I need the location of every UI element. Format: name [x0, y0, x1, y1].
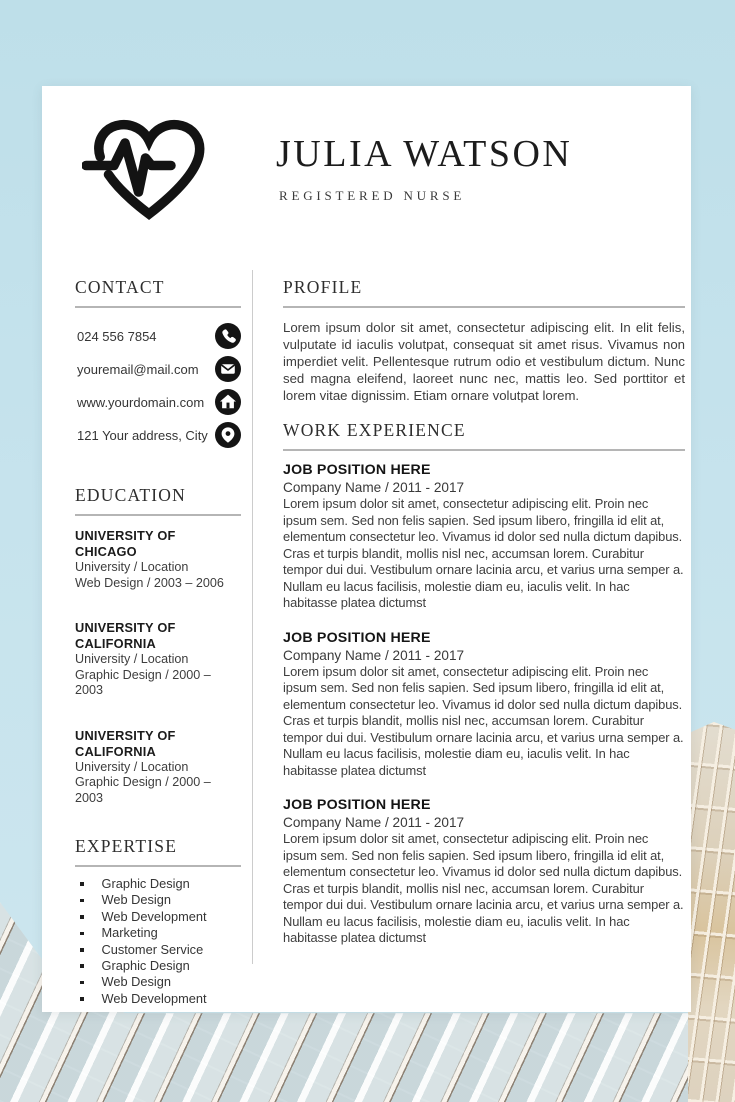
job-description: Lorem ipsum dolor sit amet, consectetur adipiscing elit. Proin nec ipsum sem. Sed non felis sapien. Sed ipsum libero, fringilla id elit at, elementum consectetur leo. Vivamus id dolor sed nulla dictum dapibus. Cras et turpis blandit, mollis nisl nec, accumsan lorem. Curabitur tempor dui dui. Vestibulum ornare lacinia arcu, et varius urna semper a. Nullam eu lacus facilisis, molestie diam eu, iaculis velit. In hac habitasse platea dictumst: [283, 831, 684, 945]
job-company-dates: Company Name / 2011 - 2017: [283, 815, 465, 830]
job-title: JOB POSITION HERE: [283, 462, 431, 478]
column-divider: [252, 270, 253, 964]
background-building-tower-photo: [688, 722, 735, 1102]
profile-section: [283, 276, 685, 404]
skill-label: Marketing: [101, 925, 158, 941]
job-title: JOB POSITION HERE: [283, 629, 431, 646]
sidebar: [75, 276, 241, 1007]
school-name: UNIVERSITY OF CALIFORNIA: [75, 727, 176, 759]
resume-page: [42, 86, 691, 1012]
bullet-square: [80, 997, 84, 1001]
expertise-heading: EXPERTISE: [75, 835, 241, 867]
skill-label: Customer Service: [101, 941, 204, 957]
job-entry: [283, 462, 685, 612]
list-item: [75, 925, 241, 941]
bullet-square: [80, 932, 84, 936]
bullet-square: [80, 899, 84, 903]
profile-heading: PROFILE: [283, 276, 685, 308]
education-entry: [75, 620, 241, 699]
expertise-section: [75, 835, 241, 1007]
education-heading: EDUCATION: [75, 484, 241, 516]
phone-icon: [215, 323, 241, 349]
skills-list: [75, 876, 241, 1007]
bullet-square: [80, 915, 84, 919]
list-item: [75, 892, 241, 908]
skill-label: Graphic Design: [101, 958, 190, 974]
list-item: [75, 958, 241, 974]
person-job-title: REGISTERED NURSE: [279, 188, 466, 203]
contact-row-website: [75, 389, 241, 415]
skill-label: Web Development: [101, 990, 207, 1006]
bullet-square: [80, 948, 84, 952]
school-location: University / Location: [75, 652, 189, 666]
work-experience-section: [283, 419, 685, 947]
main-column: [283, 276, 685, 965]
skill-label: Web Design: [101, 974, 171, 990]
education-entry: [75, 528, 241, 591]
job-company-dates: Company Name / 2011 - 2017: [283, 480, 465, 495]
skill-label: Graphic Design: [101, 876, 190, 891]
job-description: Lorem ipsum dolor sit amet, consectetur adipiscing elit. Proin nec ipsum sem. Sed non felis sapien. Sed ipsum libero, fringilla id elit at, elementum consectetur leo. Vivamus id dolor sed nulla dictum dapibus. Cras et turpis blandit, mollis nisl nec, accumsan lorem. Curabitur tempor dui dui. Vestibulum ornare lacinia arcu, et varius urna semper a. Nullam eu lacus facilisis, molestie diam eu, iaculis velit. In hac habitasse platea dictumst: [283, 496, 684, 610]
school-name: UNIVERSITY OF CHICAGO: [75, 528, 176, 559]
contact-row-email: [75, 356, 241, 382]
home-icon: [215, 389, 241, 415]
bullet-square: [80, 964, 84, 968]
job-description: Lorem ipsum dolor sit amet, consectetur adipiscing elit. Proin nec ipsum sem. Sed non felis sapien. Sed ipsum libero, fringilla id elit at, elementum consectetur leo. Vivamus id dolor sed nulla dictum dapibus. Cras et turpis blandit, mollis nisl nec, accumsan lorem. Curabitur tempor dui dui. Vestibulum ornare lacinia arcu, et varius urna semper a. Nullam eu lacus facilisis, molestie diam eu, iaculis velit. In hac habitasse platea dictumst: [283, 663, 684, 778]
school-name: UNIVERSITY OF CALIFORNIA: [75, 620, 176, 651]
list-item: [75, 942, 241, 958]
person-name: JULIA WATSON: [276, 133, 573, 175]
education-section: [75, 484, 241, 806]
list-item: [75, 974, 241, 990]
program-dates: Web Design / 2003 – 2006: [75, 575, 224, 590]
list-item: [75, 991, 241, 1007]
work-experience-heading: WORK EXPERIENCE: [283, 419, 685, 451]
email-address: youremail@mail.com: [77, 361, 199, 377]
contact-row-address: [75, 422, 241, 448]
bullet-square: [80, 882, 84, 886]
skill-label: Web Design: [101, 892, 171, 908]
profile-text: Lorem ipsum dolor sit amet, consectetur adipiscing elit. In elit felis, vulputate id iaculis volutpat, consequat sit amet risus. Vivamus non imperdiet velit. Pellentesque rutrum odio et vestibulum dictum. Nunc sed magna eleifend, laoreet nunc nec, mattis leo. Sed porttitor et lorem vitae dignissim. Etiam ornare volutpat lorem.: [283, 320, 685, 403]
contact-row-phone: [75, 323, 241, 349]
bullet-square: [80, 981, 84, 985]
school-location: University / Location: [75, 759, 189, 774]
education-entry: [75, 728, 241, 807]
school-location: University / Location: [75, 560, 189, 574]
program-dates: Graphic Design / 2000 – 2003: [75, 775, 211, 805]
program-dates: Graphic Design / 2000 – 2003: [75, 667, 211, 697]
job-company-dates: Company Name / 2011 - 2017: [283, 647, 465, 663]
contact-heading: CONTACT: [75, 276, 241, 308]
list-item: [75, 909, 241, 925]
envelope-icon: [215, 356, 241, 382]
location-pin-icon: [215, 422, 241, 448]
skill-label: Web Development: [101, 908, 207, 924]
job-entry: [283, 630, 685, 780]
phone-number: 024 556 7854: [77, 328, 157, 344]
street-address: 121 Your address, City: [77, 427, 208, 443]
heartbeat-heart-logo-icon: [82, 110, 216, 234]
list-item: [75, 876, 241, 892]
job-entry: [283, 797, 685, 947]
website-url: www.yourdomain.com: [77, 394, 205, 410]
contact-section: [75, 276, 241, 448]
job-title: JOB POSITION HERE: [283, 797, 431, 813]
